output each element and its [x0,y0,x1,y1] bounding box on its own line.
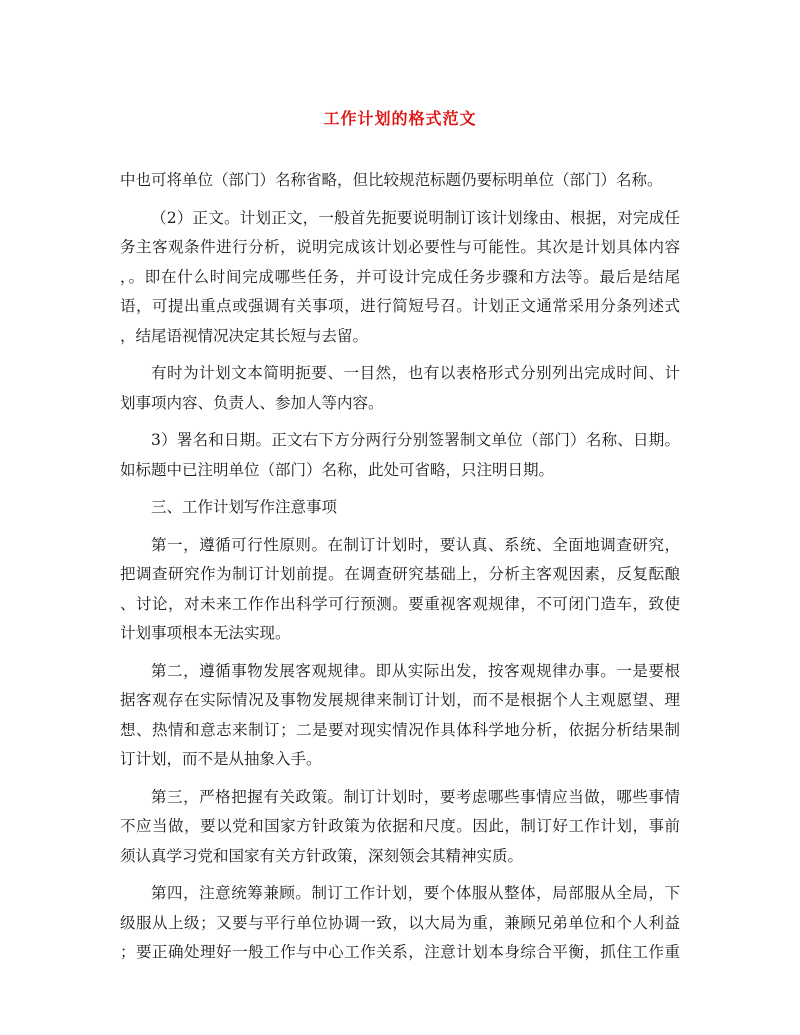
text-line: 语，可提出重点或强调有关事项，进行简短号召。计划正文通常采用分条列述式 [120,297,680,315]
paragraph [120,204,680,352]
text-line: 第二，遵循事物发展客观规律。即从实际出发，按客观规律办事。一是要根 [151,661,680,680]
text-line: 如标题中已注明单位（部门）名称，此处可省略，只注明日期。 [120,460,555,479]
paragraph [120,166,680,196]
paragraph-gap [120,649,680,657]
text-line: 第四，注意统筹兼顾。制订工作计划，要个体服从整体，局部服从全局，下 [151,884,680,902]
paragraph [120,426,680,485]
text-line: 想、热情和意志来制订；二是要对现实情况作具体科学地分析，依据分析结果制 [120,720,680,739]
text-line: 第一，遵循可行性原则。在制订计划时，要认真、系统、全面地调查研究， [151,535,680,554]
paragraph-gap [120,351,680,359]
paragraph-gap [120,523,680,531]
text-line: ，结尾语视情况决定其长短与去留。 [120,326,369,345]
text-line: 须认真学习党和国家有关方针政策，深刻领会其精神实质。 [120,846,524,865]
text-line: 把调查研究作为制订计划前提。在调查研究基础上，分析主客观因素，反复酝酿 [120,565,680,583]
paragraph [120,359,680,418]
text-line: 第三，严格把握有关政策。制订计划时，要考虑哪些事情应当做，哪些事情 [151,787,680,806]
paragraph-gap [120,196,680,204]
text-line: 级服从上级；又要与平行单位协调一致，以大局为重，兼顾兄弟单位和个人利益 [120,913,680,932]
paragraph [120,657,680,775]
paragraph [120,493,680,523]
paragraph-gap [120,871,680,879]
paragraph [120,783,680,872]
text-line: 划事项内容、负责人、参加人等内容。 [120,393,384,412]
document-title: 工作计划的格式范文 [323,109,477,128]
text-line: 有时为计划文本简明扼要、一目然，也有以表格形式分别列出完成时间、计 [151,364,680,382]
text-line: 、讨论，对未来工作作出科学可行预测。要重视客观规律，不可闭门造车，致使 [120,594,680,613]
text-line: 计划事项根本无法实现。 [120,624,291,642]
text-line: 订计划，而不是从抽象入手。 [120,750,322,768]
paragraph-gap [120,485,680,493]
text-line: 据客观存在实际情况及事物发展规律来制订计划，而不是根据个人主观愿望、理 [120,691,680,709]
text-line: ，。即在什么时间完成哪些任务，并可设计完成任务步骤和方法等。最后是结尾 [120,267,680,286]
paragraph [120,531,680,649]
paragraph-gap [120,418,680,426]
text-line: 不应当做，要以党和国家方针政策为依据和尺度。因此，制订好工作计划，事前 [120,817,680,835]
paragraph [120,879,680,968]
document-body [120,166,680,968]
text-line: （2）正文。计划正文，一般首先扼要说明制订该计划缘由、根据，对完成任 [151,208,680,227]
text-line: ；要正确处理好一般工作与中心工作关系，注意计划本身综合平衡，抓住工作重 [120,943,680,961]
text-line: 三、工作计划写作注意事项 [151,498,338,516]
paragraph-gap [120,775,680,783]
text-line: 务主客观条件进行分析，说明完成该计划必要性与可能性。其次是计划具体内容 [120,238,680,256]
text-line: 3）署名和日期。正文右下方分两行分别签署制文单位（部门）名称、日期。 [151,431,680,449]
text-line: 中也可将单位（部门）名称省略，但比较规范标题仍要标明单位（部门）名称。 [120,171,663,189]
